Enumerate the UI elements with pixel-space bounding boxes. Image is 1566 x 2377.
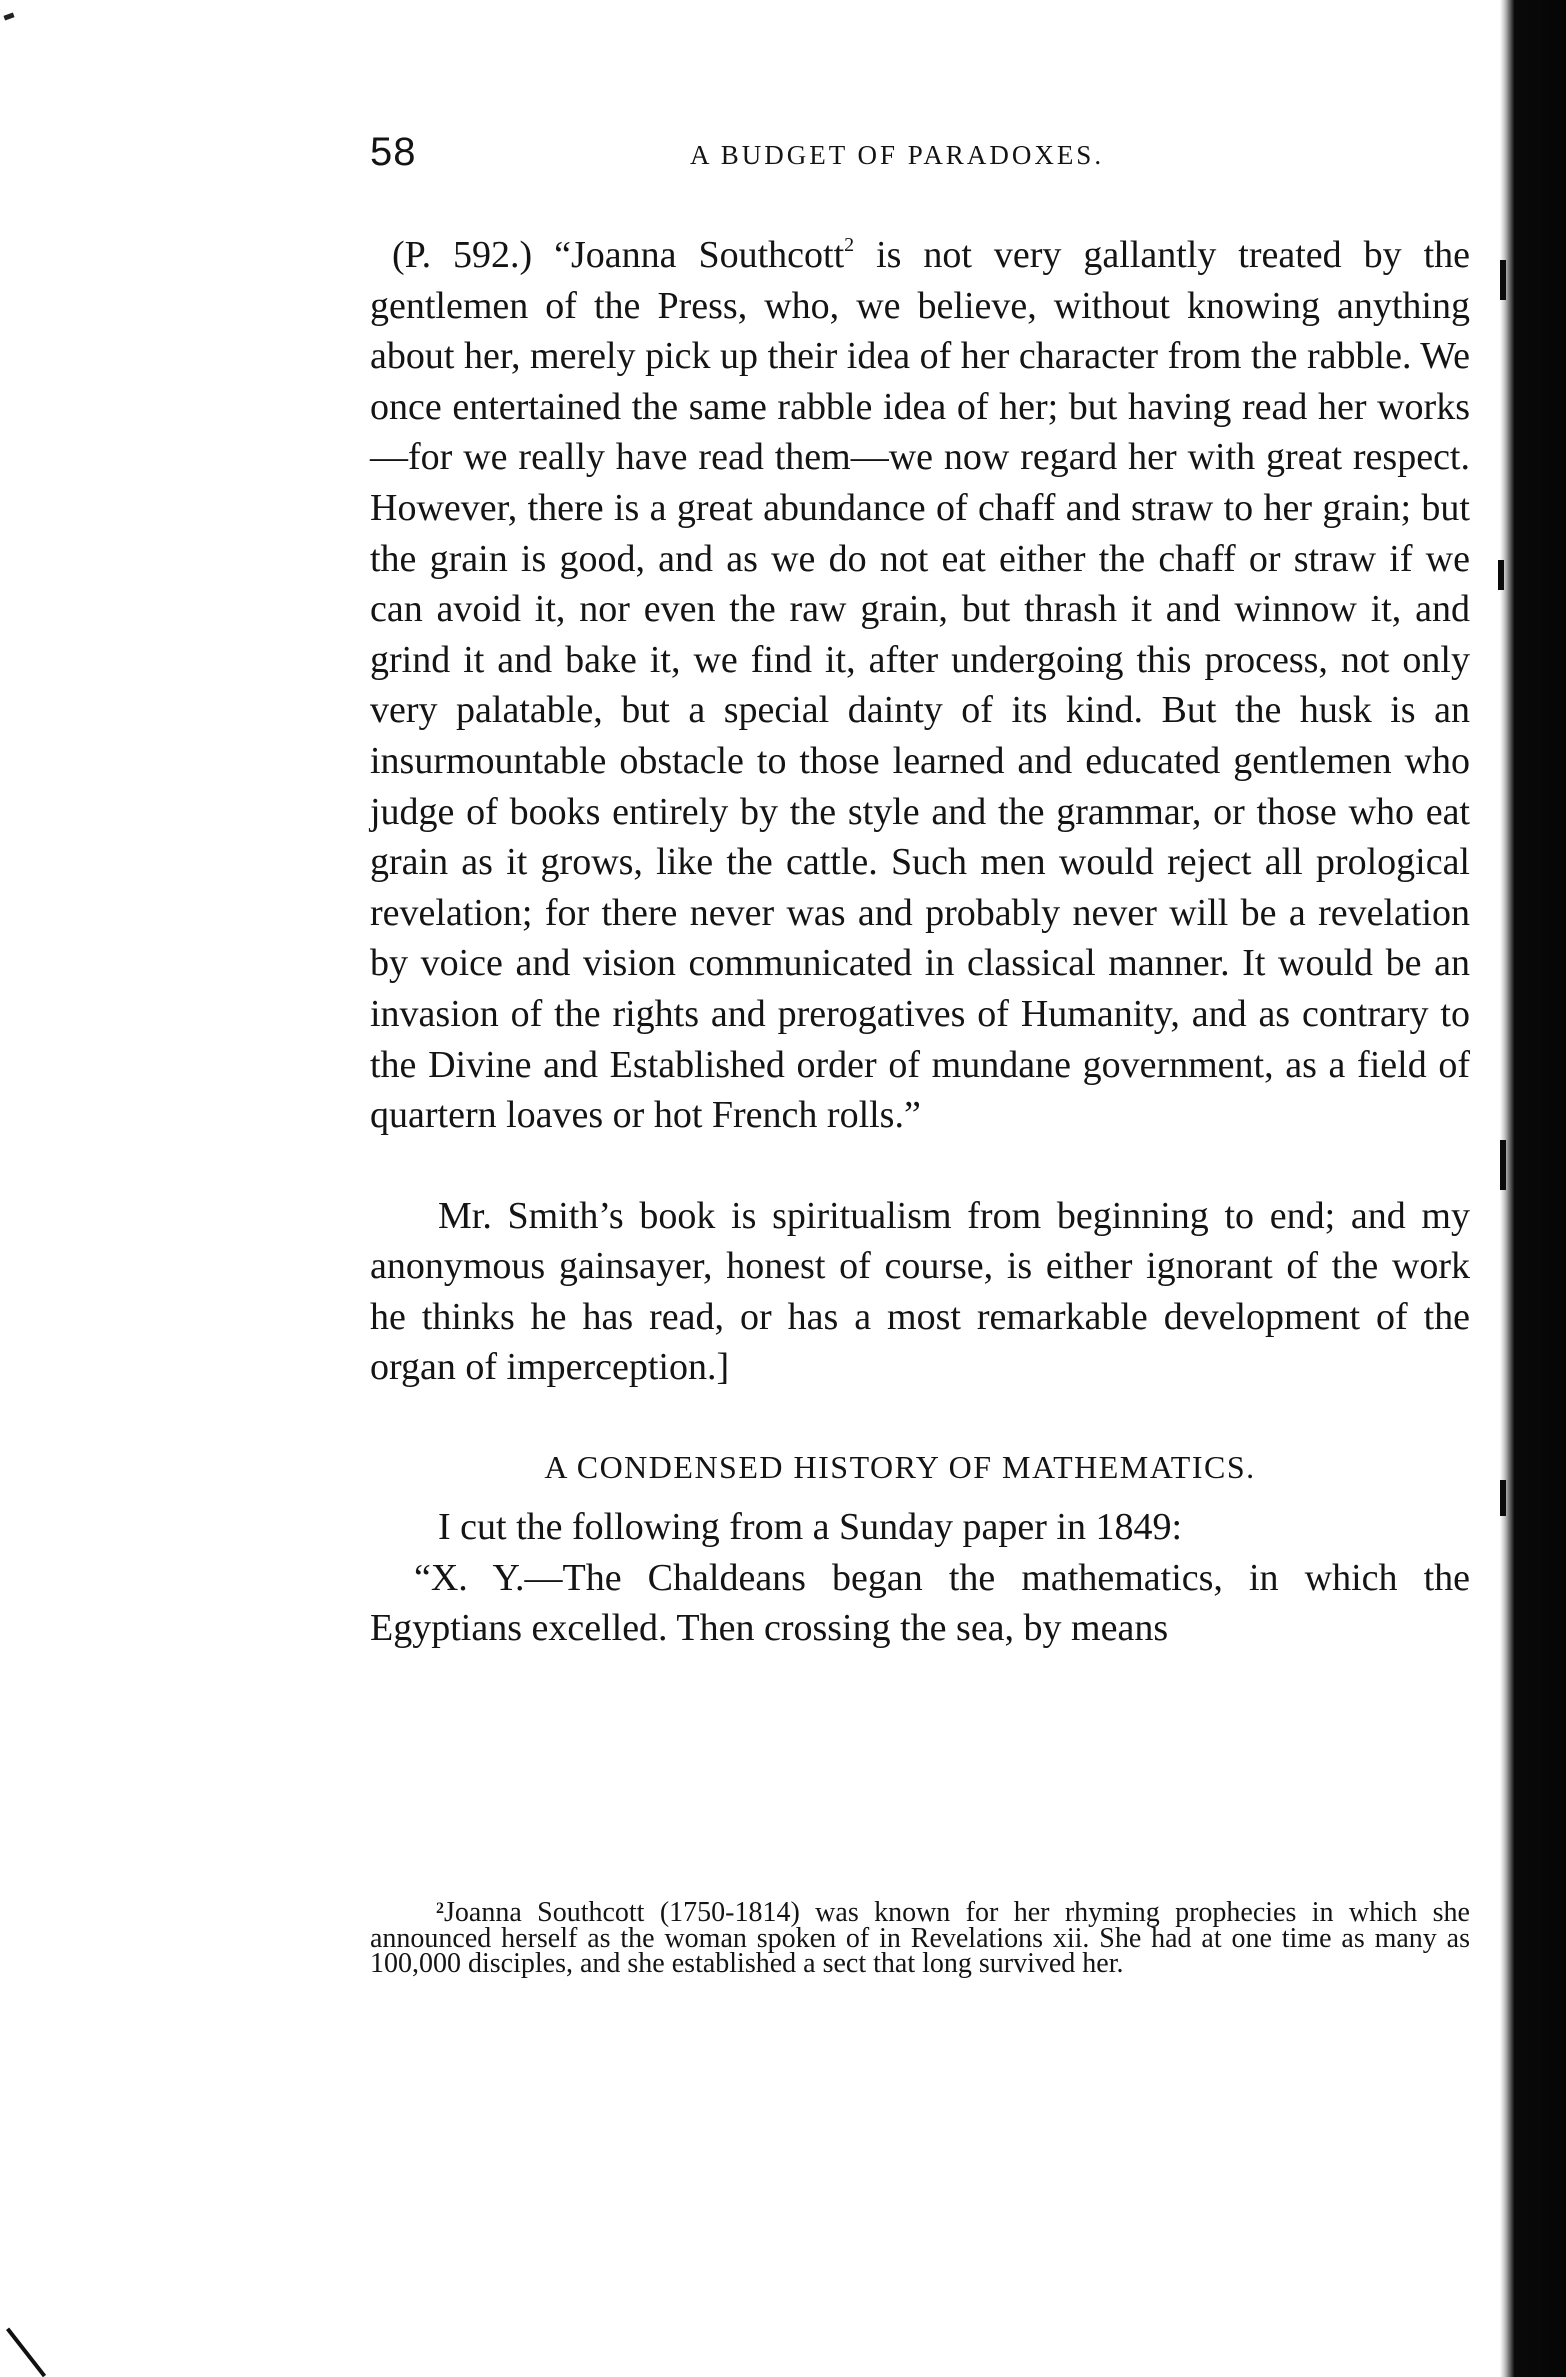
binding-speck [1500, 1480, 1506, 1516]
scan-artifact-mark [6, 2328, 46, 2377]
footnote-text: Joanna Southcott (1750-1814) was known for her rhyming prophecies in which she announced herself as the woman spoken of in Revelations xii. She had at one time as many as 100,000 disciples, and she established a sect that long survived her. [370, 1897, 1470, 1979]
footnote [370, 1897, 1470, 1979]
section-intro: I cut the following from a Sunday paper in 1849: [438, 1506, 1183, 1549]
running-head [370, 130, 1480, 190]
binding-speck [1500, 1140, 1506, 1190]
quote-body-text: is not very gallantly treated by the gentlemen of the Press, who, we believe, without knowing anything about her, merely pick up their idea of her character from the rabble. We once entertained the same rabble idea of her; but having read her works—for we really have read them—we now regard her with great respect. However, there is a great abundance of chaff and straw to her grain; but the grain is good, and as we do not eat either the chaff or straw if we can avoid it, nor even the raw grain, but thrash it and winnow it, and grind it and bake it, we find it, after undergoing this process, not only very palatable, but a special dainty of its kind. But the husk is an insurmountable obstacle to those learned and educated gentlemen who judge of books entirely by the style and the grammar, or those who eat grain as it grows, like the cattle. Such men would reject all prological revelation; for there never was and probably never will be a revelation by voice and vision communicated in classical manner. It would be an invasion of the rights and prerogatives of Humanity, and as contrary to the Divine and Established order of mundane government, as a field of quartern loaves or hot French rolls.” [370, 234, 1470, 1137]
quote-opening-text: (P. 592.) “Joanna Southcott [392, 234, 845, 276]
binding-speck [1498, 560, 1504, 590]
scan-artifact-mark [3, 12, 14, 20]
paragraph: Mr. Smith’s book is spiritualism from beginning to end; and my anonymous gainsayer, honest of course, is either ignorant of the work he thinks he has read, or has a most remarkable development of the organ of imperception.] [370, 1194, 1470, 1389]
section-quote: “X. Y.—The Chaldeans began the mathematics, in which the Egyptians excelled. Then crossing the sea, by means [370, 1556, 1470, 1650]
paragraph-spacer [370, 1141, 1470, 1191]
binding-speck [1500, 260, 1506, 300]
running-title: A BUDGET OF PARADOXES. [690, 140, 1105, 170]
body-text [370, 230, 1470, 1654]
binding-shadow [1500, 0, 1566, 2377]
footnote-reference[interactable]: 2 [844, 234, 855, 256]
page-number: 58 [370, 130, 417, 174]
footnote-marker: 2 [436, 1900, 444, 1917]
quoted-paragraph [370, 230, 1470, 1141]
section-heading: A CONDENSED HISTORY OF MATHEMATICS. [544, 1449, 1256, 1486]
